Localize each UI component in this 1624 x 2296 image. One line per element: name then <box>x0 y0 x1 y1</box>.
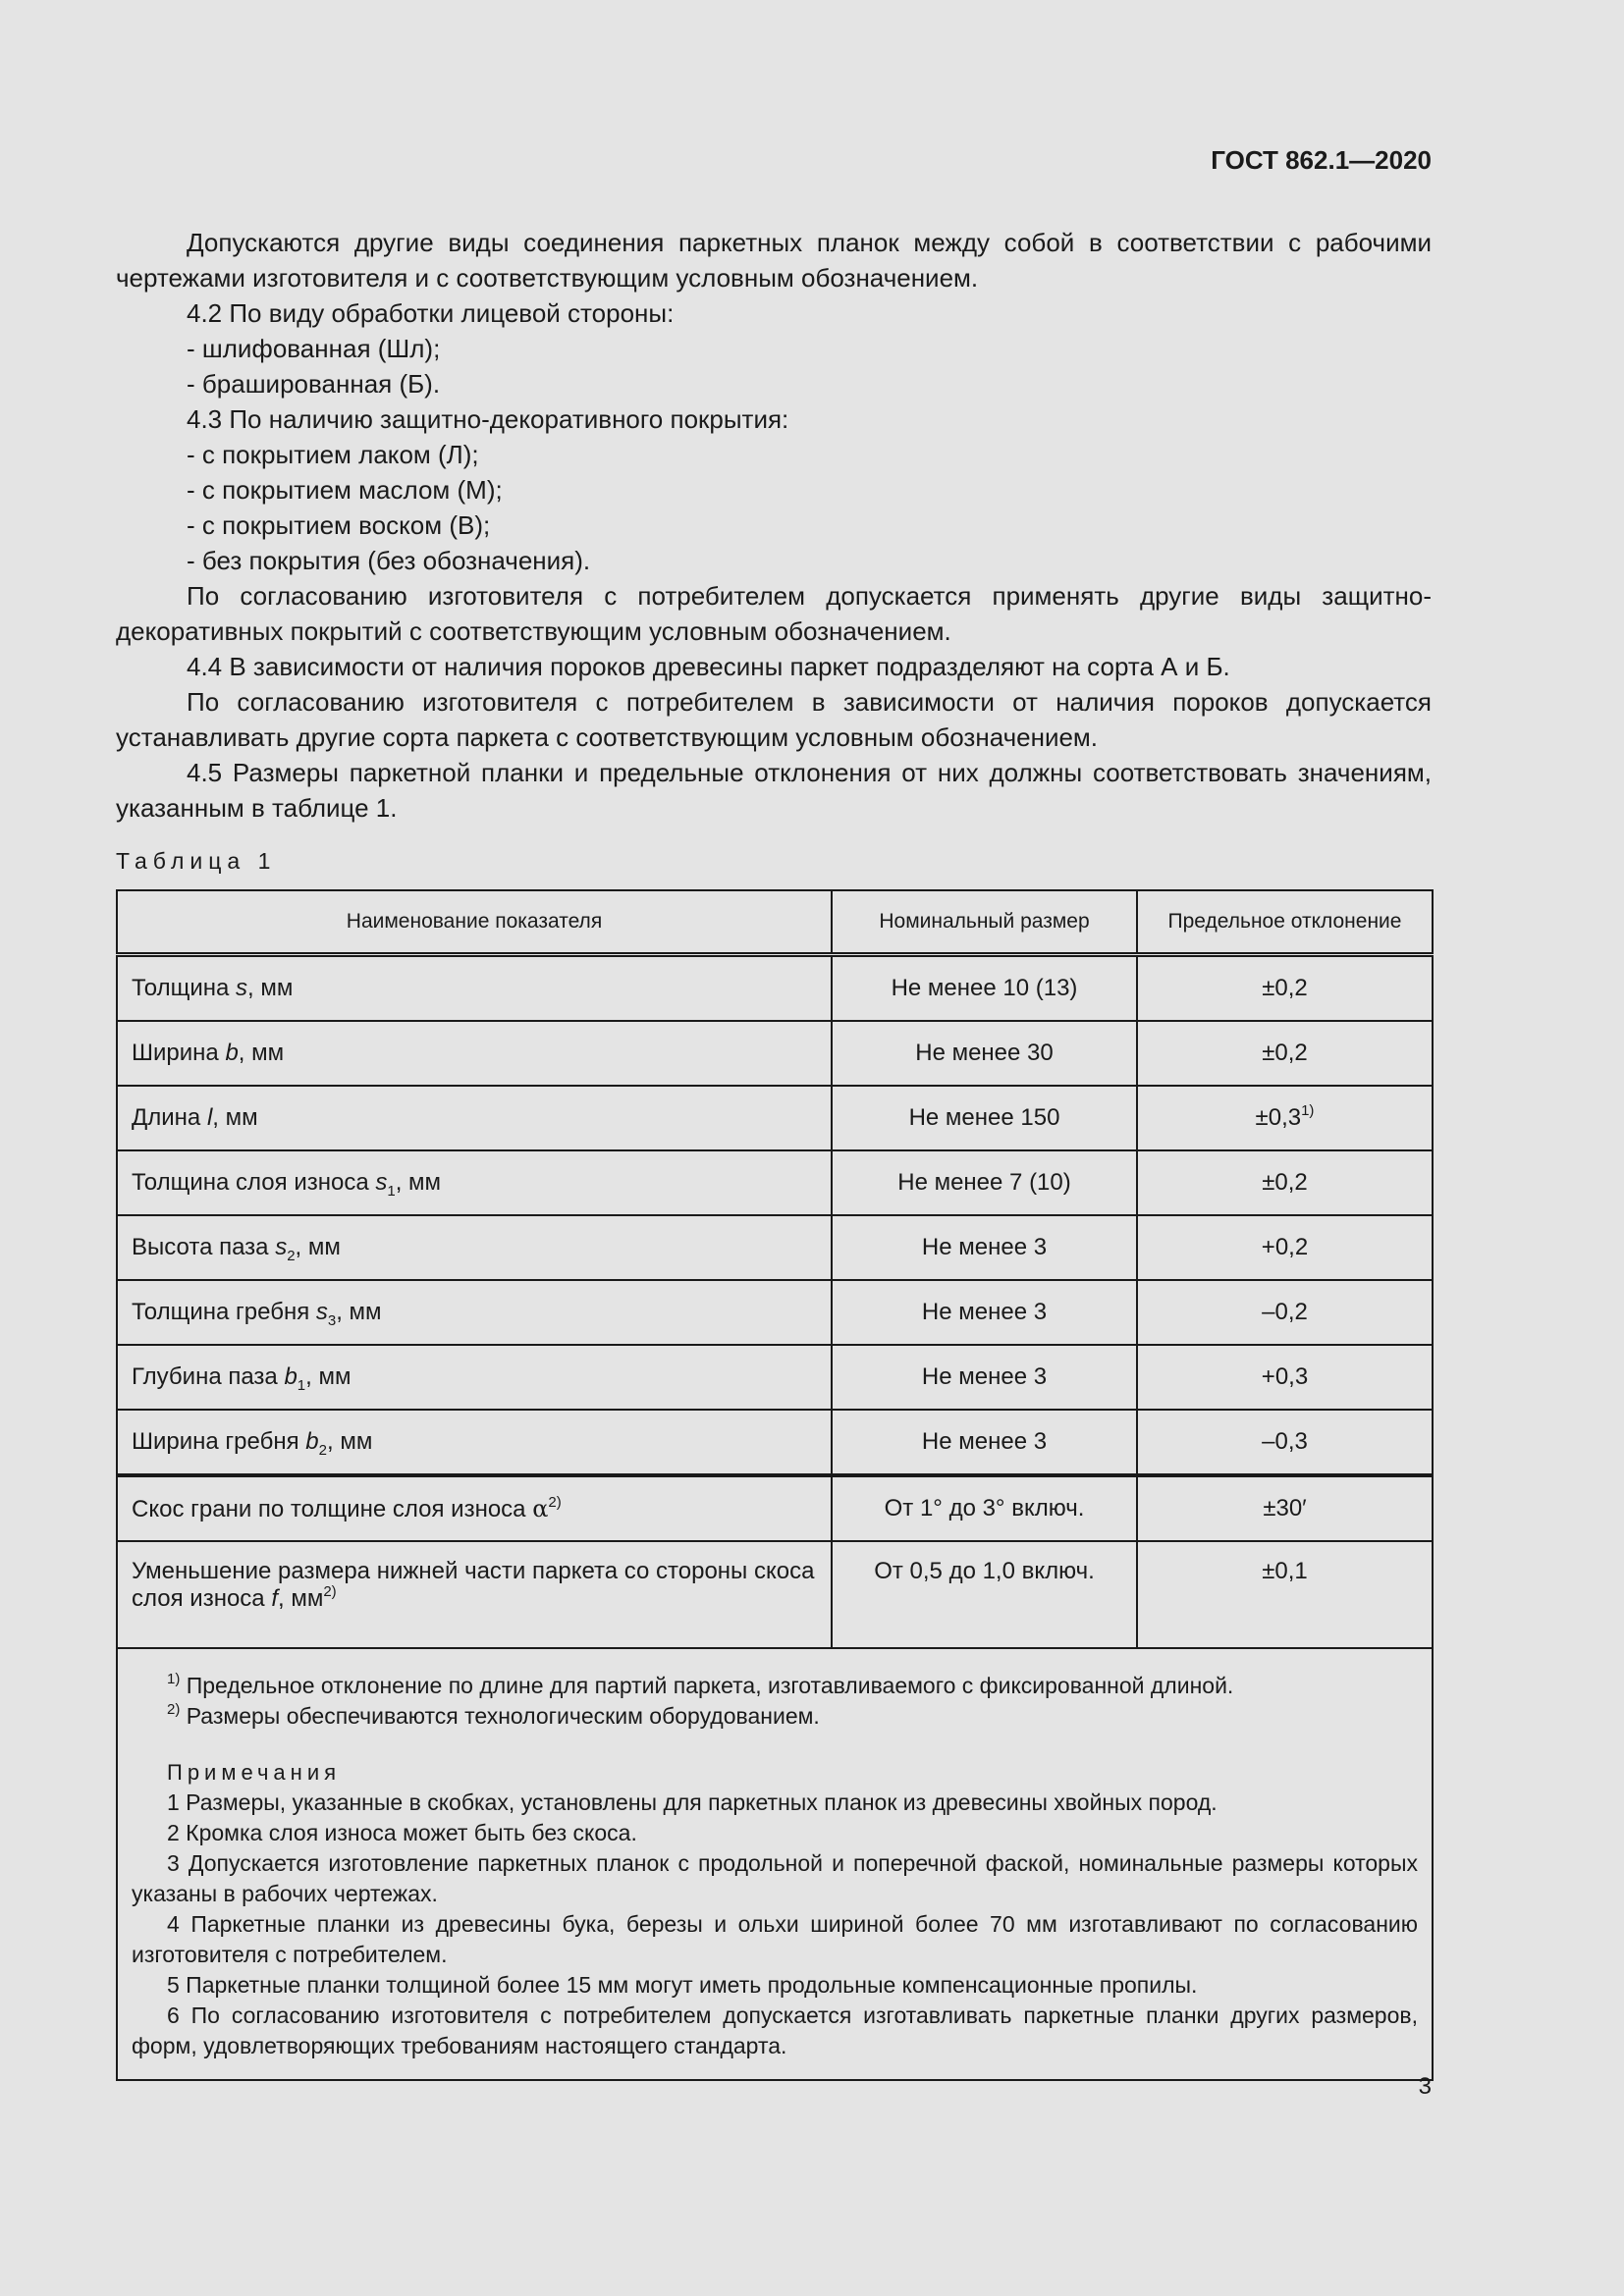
cell-variable: b <box>284 1363 298 1390</box>
cell-nominal: Не менее 10 (13) <box>832 955 1137 1022</box>
document-id: ГОСТ 862.1—2020 <box>1211 145 1432 175</box>
note: 1 Размеры, указанные в скобках, установлены для паркетных планок из древесины хвойных пород. <box>167 1789 1218 1815</box>
cell-unit: , мм <box>336 1299 382 1325</box>
cell-text: Уменьшение размера нижней части паркета со стороны скоса слоя износа <box>132 1558 815 1612</box>
cell-deviation <box>1137 1475 1433 1541</box>
list-item: - с покрытием воском (В); <box>187 510 491 540</box>
table-caption: Таблица 1 <box>116 848 277 874</box>
list-item: - брашированная (Б). <box>187 369 441 399</box>
cell-variable: α <box>532 1494 549 1522</box>
cell-deviation-value: –0,3 <box>1262 1428 1308 1455</box>
table-row <box>117 1475 1433 1541</box>
cell-variable: s <box>315 1299 328 1325</box>
cell-nominal: Не менее 3 <box>832 1215 1137 1280</box>
footnote-text: Размеры обеспечиваются технологическим оборудованием. <box>180 1703 820 1729</box>
column-header-name: Наименование показателя <box>117 890 832 955</box>
cell-nominal: Не менее 7 (10) <box>832 1150 1137 1215</box>
cell-text: Глубина паза <box>132 1363 285 1390</box>
cell-name <box>117 1280 832 1345</box>
cell-variable: b <box>225 1040 239 1066</box>
footnote-text: Предельное отклонение по длине для партий паркета, изготавливаемого с фиксированной длиной. <box>180 1673 1234 1698</box>
table-row <box>117 1150 1433 1215</box>
cell-variable: b <box>305 1428 319 1455</box>
cell-name <box>117 1021 832 1086</box>
cell-nominal: Не менее 30 <box>832 1021 1137 1086</box>
list-item: - с покрытием лаком (Л); <box>187 440 479 469</box>
cell-deviation <box>1137 1150 1433 1215</box>
cell-unit: , мм <box>305 1363 352 1390</box>
note: 4 Паркетные планки из древесины бука, березы и ольхи шириной более 70 мм изготавливают по согласованию изготовителя с потребителем. <box>132 1911 1418 1967</box>
cell-deviation-value: ±0,2 <box>1262 1040 1308 1066</box>
cell-deviation <box>1137 1345 1433 1410</box>
table-row <box>117 1410 1433 1475</box>
cell-subscript: 1 <box>297 1377 306 1394</box>
cell-text: Ширина <box>132 1040 226 1066</box>
cell-superscript: 2) <box>323 1583 337 1600</box>
notes-title: Примечания <box>167 1760 342 1785</box>
cell-deviation-value: +0,3 <box>1261 1363 1309 1390</box>
footnote <box>132 1701 1418 1732</box>
table-row <box>117 1541 1433 1648</box>
cell-nominal: От 1° до 3° включ. <box>832 1475 1137 1541</box>
cell-unit: , мм <box>212 1104 258 1131</box>
table-header-row <box>117 890 1433 955</box>
table-footer-row <box>117 1648 1433 2080</box>
cell-unit: , мм <box>395 1169 442 1196</box>
cell-deviation-value: +0,2 <box>1261 1234 1309 1260</box>
cell-text: Толщина слоя износа <box>132 1169 376 1196</box>
cell-variable: s <box>375 1169 388 1196</box>
cell-name <box>117 1150 832 1215</box>
cell-text: Толщина гребня <box>132 1299 316 1325</box>
cell-name <box>117 1345 832 1410</box>
cell-unit: , мм <box>238 1040 285 1066</box>
list-item: - с покрытием маслом (М); <box>187 475 503 505</box>
footnote-mark: 2) <box>167 1701 181 1718</box>
cell-superscript: 1) <box>1301 1102 1315 1119</box>
table-row <box>117 1086 1433 1150</box>
column-header-nominal: Номинальный размер <box>832 890 1137 955</box>
cell-unit: , мм <box>247 975 294 1001</box>
cell-text: Толщина <box>132 975 237 1001</box>
footnote-mark: 1) <box>167 1671 181 1687</box>
table-row <box>117 1345 1433 1410</box>
cell-name <box>117 955 832 1022</box>
cell-subscript: 2 <box>287 1248 296 1264</box>
cell-deviation-value: ±30′ <box>1263 1495 1307 1522</box>
cell-nominal: От 0,5 до 1,0 включ. <box>832 1541 1137 1648</box>
note: 2 Кромка слоя износа может быть без скоса. <box>167 1820 637 1845</box>
note: 3 Допускается изготовление паркетных планок с продольной и поперечной фаской, номинальные размеры которых указаны в рабочих чертежах. <box>132 1850 1418 1906</box>
cell-deviation-value: ±0,2 <box>1262 975 1308 1001</box>
list-item: - без покрытия (без обозначения). <box>187 546 591 575</box>
cell-unit: , мм <box>295 1234 341 1260</box>
cell-unit: , мм <box>277 1585 324 1612</box>
cell-deviation-value: ±0,2 <box>1262 1169 1308 1196</box>
cell-deviation <box>1137 1086 1433 1150</box>
cell-name <box>117 1410 832 1475</box>
cell-text: Ширина гребня <box>132 1428 306 1455</box>
footnote <box>132 1671 1418 1701</box>
dimensions-table <box>116 889 1434 2081</box>
clause-4-3: 4.3 По наличию защитно-декоративного покрытия: <box>187 404 789 434</box>
cell-variable: l <box>206 1104 213 1131</box>
cell-variable: s <box>236 975 248 1001</box>
cell-deviation-value: ±0,3 <box>1255 1104 1302 1131</box>
cell-unit: , мм <box>326 1428 373 1455</box>
table-row <box>117 1021 1433 1086</box>
table-row <box>117 955 1433 1022</box>
cell-subscript: 3 <box>327 1312 337 1329</box>
clause-4-2: 4.2 По виду обработки лицевой стороны: <box>187 298 675 328</box>
paragraph: По согласованию изготовителя с потребителем в зависимости от наличия пороков допускается устанавливать другие сорта паркета с соответствующим условным обозначением. <box>116 687 1432 752</box>
page-number: 3 <box>1418 2073 1432 2100</box>
cell-text: Высота паза <box>132 1234 276 1260</box>
cell-deviation <box>1137 1410 1433 1475</box>
cell-name <box>117 1215 832 1280</box>
cell-name <box>117 1475 832 1541</box>
cell-deviation <box>1137 1215 1433 1280</box>
cell-nominal: Не менее 150 <box>832 1086 1137 1150</box>
cell-deviation-value: ±0,1 <box>1262 1558 1308 1584</box>
cell-deviation <box>1137 1021 1433 1086</box>
cell-nominal: Не менее 3 <box>832 1345 1137 1410</box>
cell-variable: s <box>275 1234 288 1260</box>
table-row <box>117 1280 1433 1345</box>
paragraph: По согласованию изготовителя с потребителем допускается применять другие виды защитно-декоративных покрытий с соответствующим условным обозначением. <box>116 581 1432 646</box>
cell-deviation-value: –0,2 <box>1262 1299 1308 1325</box>
cell-subscript: 2 <box>318 1442 327 1459</box>
table-footer <box>117 1648 1433 2080</box>
cell-subscript: 1 <box>387 1183 396 1200</box>
cell-variable: f <box>271 1585 278 1612</box>
note: 6 По согласованию изготовителя с потребителем допускается изготавливать паркетные планки других размеров, форм, удовлетворяющих требованиям настоящего стандарта. <box>132 2002 1418 2058</box>
column-header-deviation: Предельное отклонение <box>1137 890 1433 955</box>
cell-text: Длина <box>132 1104 207 1131</box>
note: 5 Паркетные планки толщиной более 15 мм могут иметь продольные компенсационные пропилы. <box>167 1972 1198 1998</box>
list-item: - шлифованная (Шл); <box>187 334 441 363</box>
clause-4-4: 4.4 В зависимости от наличия пороков древесины паркет подразделяют на сорта А и Б. <box>187 652 1230 681</box>
cell-deviation <box>1137 1541 1433 1648</box>
cell-nominal: Не менее 3 <box>832 1410 1137 1475</box>
paragraph: Допускаются другие виды соединения паркетных планок между собой в соответствии с рабочими чертежами изготовителя и с соответствующим условным обозначением. <box>116 228 1432 293</box>
cell-text: Скос грани по толщине слоя износа <box>132 1495 533 1522</box>
body-text <box>116 225 1432 826</box>
table-row <box>117 1215 1433 1280</box>
cell-name <box>117 1086 832 1150</box>
cell-name <box>117 1541 832 1648</box>
cell-nominal: Не менее 3 <box>832 1280 1137 1345</box>
clause-4-5: 4.5 Размеры паркетной планки и предельные отклонения от них должны соответствовать значениям, указанным в таблице 1. <box>116 758 1432 823</box>
cell-superscript: 2) <box>548 1493 562 1511</box>
cell-deviation <box>1137 1280 1433 1345</box>
cell-deviation <box>1137 955 1433 1022</box>
